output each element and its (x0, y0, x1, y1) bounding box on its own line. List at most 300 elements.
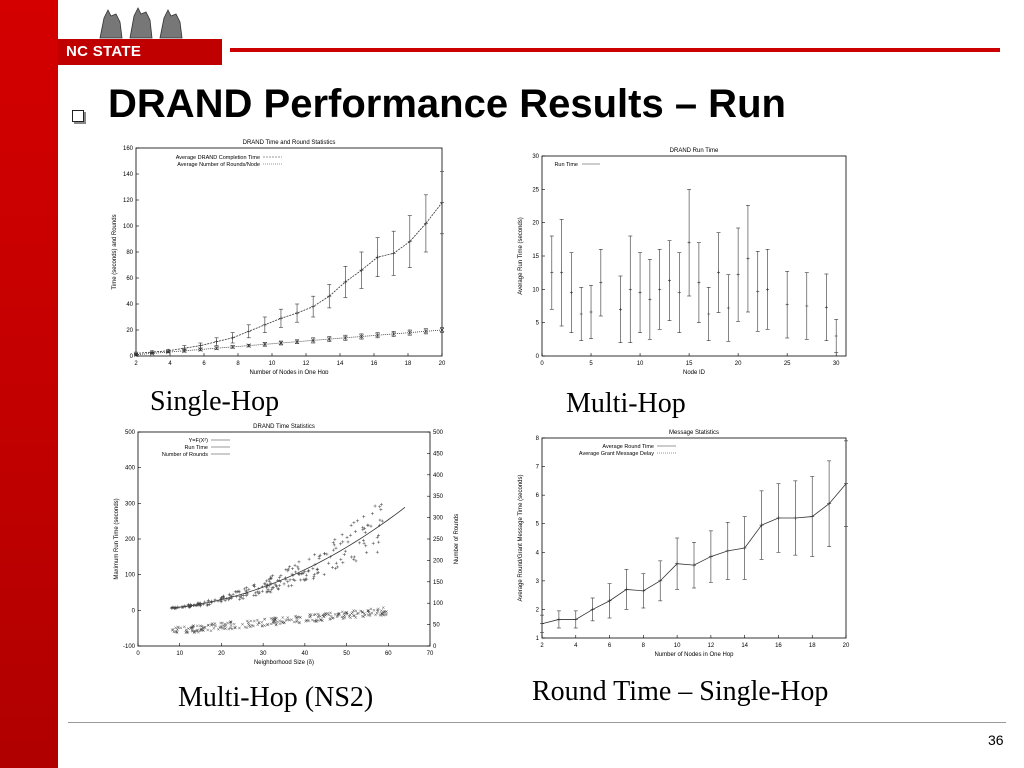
data-point (580, 313, 583, 316)
run-time-point (335, 562, 338, 565)
y-tick-label: 6 (535, 493, 539, 500)
y2-tick-label: 400 (433, 472, 444, 479)
run-time-point (305, 574, 308, 577)
rounds-point (248, 623, 250, 625)
caption-multi-hop: Multi-Hop (566, 388, 686, 419)
run-time-point (339, 542, 342, 545)
run-time-point (238, 598, 241, 601)
rounds-point (249, 626, 251, 628)
run-time-point (265, 579, 268, 582)
run-time-point (334, 567, 337, 570)
data-point (709, 555, 713, 559)
data-point (668, 279, 671, 282)
run-time-point (363, 542, 366, 545)
legend-label: Average Grant Message Delay (578, 451, 654, 457)
rounds-point (185, 629, 187, 631)
run-time-point (312, 575, 315, 578)
chart-single-hop (104, 134, 448, 374)
x-tick-label: 10 (268, 361, 276, 367)
rounds-point (172, 628, 174, 630)
rounds-point (373, 609, 375, 611)
data-point (648, 298, 651, 301)
run-time-point (323, 552, 326, 555)
data-point (756, 290, 759, 293)
run-time-point (277, 588, 280, 591)
run-time-point (358, 541, 361, 544)
run-time-point (378, 505, 381, 508)
run-time-point (313, 573, 316, 576)
caption-single-hop: Single-Hop (150, 386, 280, 417)
run-time-point (376, 551, 379, 554)
rounds-point (380, 609, 382, 611)
rounds-point (290, 619, 292, 621)
rounds-point (256, 619, 258, 621)
run-time-point (366, 524, 369, 527)
x-tick-label: 8 (641, 643, 646, 649)
university-logo-text: NC STATE UNIVERSITY (58, 39, 222, 65)
run-time-point (247, 588, 250, 591)
run-time-point (369, 525, 372, 528)
run-time-point (297, 560, 300, 563)
data-point (619, 308, 622, 311)
run-time-point (206, 603, 209, 606)
rounds-point (384, 614, 386, 616)
rounds-point (279, 620, 281, 622)
run-time-point (379, 508, 382, 511)
data-point (540, 622, 544, 626)
rounds-point (244, 626, 246, 628)
rounds-point (369, 613, 371, 615)
x-tick-label: 18 (808, 643, 816, 649)
data-point (215, 340, 219, 344)
data-point (557, 617, 561, 621)
run-time-point (349, 534, 352, 537)
run-time-point (332, 549, 335, 552)
data-point (629, 288, 632, 291)
run-time-point (184, 605, 187, 608)
run-time-point (323, 552, 326, 555)
run-time-point (290, 584, 293, 587)
chart-single-hop-svg (104, 134, 448, 374)
rounds-point (334, 613, 336, 615)
x-tick-label: 10 (176, 651, 184, 657)
rounds-point (330, 615, 332, 617)
x-tick-label: 6 (607, 643, 612, 649)
x-tick-label: 18 (404, 361, 412, 367)
rounds-point (246, 626, 248, 628)
run-time-point (270, 588, 273, 591)
rounds-point (196, 625, 198, 627)
rounds-point (220, 625, 222, 627)
y-tick-label: 4 (535, 550, 539, 557)
rounds-point (342, 616, 344, 618)
run-time-point (353, 555, 356, 558)
caption-round-time: Round Time – Single-Hop (532, 676, 829, 707)
data-point (247, 329, 251, 333)
data-point (392, 251, 396, 255)
y-tick-label: 60 (126, 276, 133, 282)
run-time-point (365, 551, 368, 554)
rounds-point (341, 611, 343, 613)
plot-frame (542, 156, 846, 356)
y-tick-label: 160 (122, 146, 133, 152)
legend-label: Average Round Time (602, 444, 654, 450)
run-time-point (344, 550, 347, 553)
data-point (560, 271, 563, 274)
y-tick-label: 3 (535, 578, 539, 585)
rounds-point (187, 627, 189, 629)
data-point (440, 201, 444, 205)
y-tick-label: 0 (131, 608, 135, 615)
x-tick-label: 16 (370, 361, 378, 367)
rounds-point (276, 621, 278, 623)
rounds-point (287, 616, 289, 618)
x-tick-label: 40 (301, 651, 309, 657)
run-time-point (327, 562, 330, 565)
run-time-point (350, 524, 353, 527)
rounds-point (263, 624, 265, 626)
x-tick-label: 15 (685, 361, 693, 367)
run-time-point (313, 553, 316, 556)
data-point (678, 291, 681, 294)
rounds-point (332, 617, 334, 619)
rounds-point (224, 623, 226, 625)
x-tick-label: 30 (259, 651, 267, 657)
chart-multi-hop-ns2-svg (100, 414, 466, 670)
run-time-point (362, 515, 365, 518)
run-time-point (334, 547, 337, 550)
data-point (263, 323, 267, 327)
y-axis-label: Average Round/Grant Message Time (seconds) (518, 474, 524, 602)
legend-label: Number of Rounds (161, 452, 208, 458)
run-time-point (311, 567, 314, 570)
data-point (786, 303, 789, 306)
x-tick-label: 30 (832, 361, 840, 367)
plot-frame (542, 438, 846, 638)
x-tick-label: 5 (589, 361, 593, 367)
x-tick-label: 6 (202, 361, 206, 367)
y-tick-label: 15 (532, 254, 539, 260)
rounds-point (258, 621, 260, 623)
y2-tick-label: 300 (433, 515, 444, 522)
y-tick-label: 5 (535, 521, 539, 528)
x-tick-label: 12 (302, 361, 310, 367)
run-time-point (347, 540, 350, 543)
run-time-point (278, 576, 281, 579)
run-time-point (364, 531, 367, 534)
header-rule (230, 48, 1000, 52)
run-time-point (361, 528, 364, 531)
data-point (776, 516, 780, 520)
x-tick-label: 8 (236, 361, 240, 367)
rounds-point (250, 620, 252, 622)
run-time-point (372, 542, 375, 545)
x-tick-label: 2 (134, 361, 138, 367)
run-time-point (279, 574, 282, 577)
data-point (376, 255, 380, 259)
chart-title: DRAND Run Time (669, 148, 719, 154)
rounds-point (355, 610, 357, 612)
chart-title: DRAND Time Statistics (253, 424, 315, 430)
chart-round-time-svg (514, 422, 856, 660)
x-tick-label: 12 (707, 643, 715, 649)
y-tick-label: 80 (126, 250, 133, 256)
y2-tick-label: 250 (433, 537, 444, 543)
data-point (231, 336, 235, 340)
y-tick-label: 8 (535, 436, 539, 442)
run-time-point (343, 553, 346, 556)
rounds-point (367, 614, 369, 616)
legend-label: Average Number of Rounds/Node (177, 162, 260, 168)
legend-label: Run Time (184, 445, 208, 451)
run-time-point (313, 563, 316, 566)
run-time-point (258, 591, 261, 594)
rounds-point (204, 626, 206, 628)
rounds-point (279, 623, 281, 625)
x-tick-label: 20 (734, 361, 742, 367)
rounds-point (233, 623, 235, 625)
legend-label: Y=F(X²) (188, 438, 208, 444)
x-axis-label: Number of Nodes in One Hop (654, 652, 734, 658)
rounds-point (350, 612, 352, 614)
data-point (639, 291, 642, 294)
x-tick-label: 10 (673, 643, 681, 649)
run-time-point (354, 530, 357, 533)
run-time-point (208, 603, 211, 606)
run-time-point (316, 568, 319, 571)
run-time-point (286, 580, 289, 583)
chart-title: DRAND Time and Round Statistics (242, 140, 336, 146)
run-time-point (331, 566, 334, 569)
y-tick-label: 120 (122, 198, 133, 204)
y-axis-label: Time (seconds) and Rounds (112, 214, 118, 290)
run-time-point (323, 573, 326, 576)
legend-label: Run Time (554, 162, 578, 168)
rounds-point (329, 612, 331, 614)
data-point (737, 273, 740, 276)
data-point (311, 305, 315, 309)
x-tick-label: 20 (218, 651, 225, 657)
run-time-point (287, 585, 290, 588)
y-tick-label: 500 (124, 430, 135, 436)
run-time-point (371, 512, 374, 515)
y-tick-label: 20 (532, 220, 539, 227)
chart-title: Message Statistics (668, 430, 720, 436)
run-time-point (297, 567, 300, 570)
fit-curve (171, 507, 405, 608)
rounds-point (241, 623, 243, 625)
y2-tick-label: 500 (433, 430, 444, 436)
x-tick-label: 14 (741, 643, 749, 649)
data-point (688, 241, 691, 244)
data-point (793, 516, 797, 520)
run-time-point (289, 578, 292, 581)
data-point (692, 563, 696, 567)
y-tick-label: 300 (124, 501, 135, 508)
run-time-point (364, 544, 367, 547)
y-tick-label: -100 (122, 644, 135, 650)
rounds-point (293, 621, 295, 623)
y2-tick-label: 100 (433, 601, 444, 608)
data-point (825, 306, 828, 309)
rounds-point (270, 623, 272, 625)
data-point (697, 281, 700, 284)
data-point (590, 311, 593, 314)
chart-round-time (514, 422, 856, 660)
run-time-point (263, 582, 266, 585)
data-point (570, 291, 573, 294)
y-tick-label: 0 (535, 354, 539, 360)
y-tick-label: 0 (129, 354, 133, 360)
rounds-point (305, 620, 307, 622)
wolf-logo-icon (96, 4, 196, 40)
run-time-point (356, 519, 359, 522)
run-time-point (283, 582, 286, 585)
chart-multi-hop (510, 134, 854, 374)
run-time-point (374, 505, 377, 508)
rounds-point (221, 622, 223, 624)
x-axis-label: Node ID (682, 370, 706, 374)
run-time-point (294, 564, 297, 567)
run-time-point (261, 590, 264, 593)
rounds-point (371, 612, 373, 614)
rounds-point (210, 630, 212, 632)
run-time-point (362, 539, 365, 542)
y-tick-label: 40 (126, 302, 133, 308)
run-time-point (380, 503, 383, 506)
run-time-point (308, 558, 311, 561)
data-point (805, 305, 808, 308)
run-time-point (377, 541, 380, 544)
y2-tick-label: 200 (433, 558, 444, 565)
rounds-point (382, 606, 384, 608)
y2-tick-label: 350 (433, 494, 444, 501)
rounds-point (230, 624, 232, 626)
run-time-point (276, 587, 279, 590)
data-point (574, 617, 578, 621)
rounds-point (207, 629, 209, 631)
run-time-point (291, 567, 294, 570)
rounds-point (377, 608, 379, 610)
x-tick-label: 4 (574, 643, 578, 649)
rounds-point (331, 617, 333, 619)
run-time-point (341, 561, 344, 564)
run-time-point (232, 593, 235, 596)
x-tick-label: 2 (540, 643, 544, 649)
rounds-point (310, 613, 312, 615)
run-time-point (346, 536, 349, 539)
run-time-point (312, 577, 315, 580)
run-time-point (350, 555, 353, 558)
y-tick-label: 140 (122, 172, 133, 178)
y-tick-label: 7 (535, 464, 539, 471)
y-tick-label: 5 (535, 320, 539, 327)
footer-rule (68, 722, 1006, 723)
rounds-point (263, 618, 265, 620)
run-time-point (252, 594, 255, 597)
page-number: 36 (988, 732, 1004, 748)
rounds-point (177, 626, 179, 628)
data-point (746, 257, 749, 260)
series-line (136, 330, 442, 355)
series-line (136, 203, 442, 354)
legend-label: Average DRAND Completion Time (175, 155, 260, 161)
run-time-point (341, 533, 344, 536)
y-axis-label: Average Run Time (seconds) (518, 217, 524, 295)
data-point (707, 313, 710, 316)
run-time-point (352, 558, 355, 561)
y-tick-label: 2 (535, 607, 539, 614)
data-point (726, 549, 730, 553)
y-tick-label: 30 (532, 154, 539, 160)
x-tick-label: 20 (438, 361, 446, 367)
run-time-point (257, 587, 260, 590)
rounds-point (370, 608, 372, 610)
run-time-point (341, 540, 344, 543)
data-point (717, 271, 720, 274)
run-time-point (354, 559, 357, 562)
x-axis-label: Neighborhood Size (δ) (253, 660, 315, 666)
rounds-point (376, 612, 378, 614)
chart-multi-hop-ns2 (100, 414, 466, 670)
rounds-point (224, 627, 226, 629)
data-point (641, 589, 645, 593)
run-time-point (339, 558, 342, 561)
x-tick-label: 25 (783, 361, 791, 367)
rounds-point (285, 619, 287, 621)
x-tick-label: 70 (426, 651, 434, 657)
data-point (766, 288, 769, 291)
y2-tick-label: 150 (433, 579, 444, 586)
x-tick-label: 0 (540, 361, 544, 367)
caption-multi-hop-ns2: Multi-Hop (NS2) (178, 682, 374, 713)
x-tick-label: 14 (336, 361, 344, 367)
bullet-box-icon (72, 110, 84, 122)
data-point (295, 311, 299, 315)
x-tick-label: 20 (842, 643, 850, 649)
x-axis-label: Number of Nodes in One Hop (249, 370, 329, 374)
rounds-point (282, 616, 284, 618)
y2-tick-label: 50 (433, 622, 440, 629)
y-tick-label: 100 (124, 572, 135, 579)
y-tick-label: 1 (535, 636, 539, 642)
data-point (658, 288, 661, 291)
x-tick-label: 60 (384, 651, 392, 657)
rounds-point (261, 621, 263, 623)
chart-multi-hop-svg (510, 134, 854, 374)
run-time-point (296, 565, 299, 568)
x-tick-label: 0 (136, 651, 140, 657)
run-time-point (352, 521, 355, 524)
rounds-point (213, 627, 215, 629)
rounds-point (253, 620, 255, 622)
x-tick-label: 4 (168, 361, 172, 367)
rounds-point (174, 627, 176, 629)
x-tick-label: 50 (343, 651, 350, 657)
y2-tick-label: 0 (433, 644, 437, 650)
y-tick-label: 10 (532, 287, 539, 294)
run-time-point (336, 565, 339, 568)
rounds-point (183, 626, 185, 628)
data-point (591, 607, 595, 611)
x-tick-label: 10 (636, 361, 644, 367)
rounds-point (226, 622, 228, 624)
run-time-point (333, 538, 336, 541)
y2-axis-label: Number of Rounds (454, 513, 460, 565)
y-tick-label: 20 (126, 328, 133, 334)
run-time-point (278, 584, 281, 587)
data-point (550, 271, 553, 274)
